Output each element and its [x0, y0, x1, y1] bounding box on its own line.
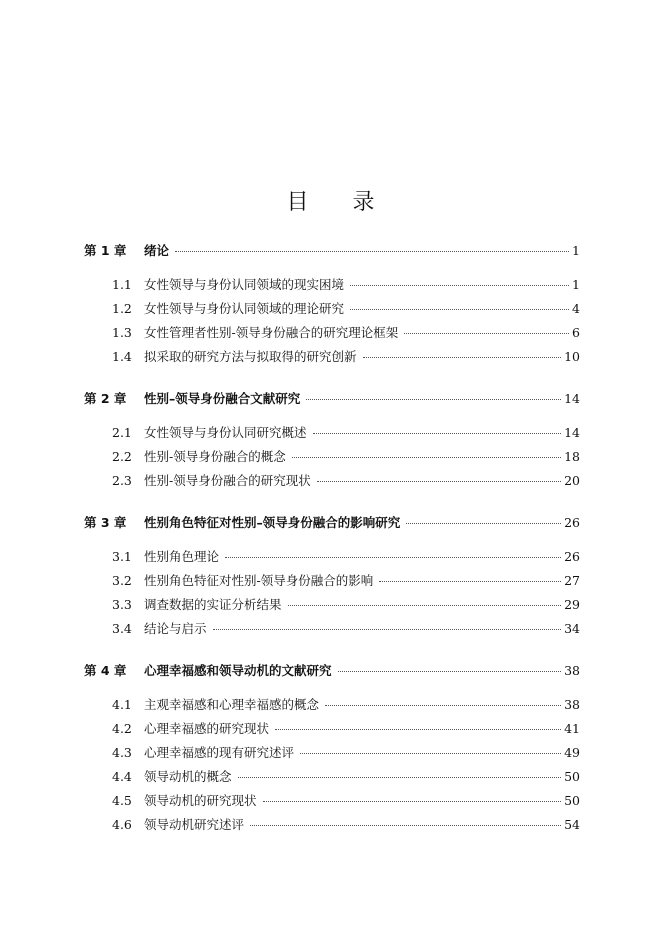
dot-leader — [325, 704, 561, 706]
section-title: 女性管理者性别-领导身份融合的研究理论框架 — [144, 325, 399, 340]
section-number: 1.2 — [112, 300, 132, 316]
page-number: 38 — [564, 696, 580, 712]
page-number: 49 — [564, 744, 580, 760]
page-number: 18 — [564, 448, 580, 464]
chapter-number: 第 4 章 — [84, 663, 127, 678]
toc-section-entry[interactable] — [84, 296, 580, 320]
chapter-number: 第 1 章 — [84, 243, 127, 258]
toc-section-entry[interactable] — [84, 788, 580, 812]
section-title: 女性领导与身份认同研究概述 — [144, 425, 307, 440]
section-number: 4.3 — [112, 744, 132, 760]
dot-leader — [313, 432, 562, 434]
page-number: 50 — [564, 792, 580, 808]
section-title: 性别角色理论 — [144, 549, 220, 564]
section-number: 4.1 — [112, 696, 132, 712]
section-number: 3.2 — [112, 572, 132, 588]
chapter-title: 心理幸福感和领导动机的文献研究 — [144, 663, 332, 678]
section-title: 领导动机的概念 — [144, 769, 232, 784]
toc-chapter-entry[interactable] — [84, 510, 580, 534]
page-number: 20 — [564, 472, 580, 488]
section-title: 领导动机研究述评 — [144, 817, 245, 832]
dot-leader — [406, 522, 561, 524]
chapter-title: 性别角色特征对性别–领导身份融合的影响研究 — [144, 515, 401, 530]
section-number: 3.4 — [112, 620, 132, 636]
page-number: 10 — [564, 348, 580, 364]
page-number: 41 — [564, 720, 580, 736]
section-title: 主观幸福感和心理幸福感的概念 — [144, 697, 320, 712]
page-number: 38 — [564, 662, 580, 678]
section-title: 拟采取的研究方法与拟取得的研究创新 — [144, 349, 357, 364]
toc-section-entry[interactable] — [84, 764, 580, 788]
section-number: 4.2 — [112, 720, 132, 736]
dot-leader — [292, 456, 561, 458]
section-number: 1.1 — [112, 276, 132, 292]
toc-section-entry[interactable] — [84, 544, 580, 568]
page-number: 29 — [564, 596, 580, 612]
dot-leader — [238, 776, 562, 778]
chapter-number: 第 3 章 — [84, 515, 127, 530]
chapter-title: 性别–领导身份融合文献研究 — [144, 391, 301, 406]
toc-section-entry[interactable] — [84, 320, 580, 344]
dot-leader — [213, 628, 562, 630]
dot-leader — [250, 824, 561, 826]
page-number: 14 — [564, 390, 580, 406]
section-number: 4.4 — [112, 768, 132, 784]
page-number: 26 — [564, 548, 580, 564]
section-title: 心理幸福感的现有研究述评 — [144, 745, 295, 760]
section-title: 性别-领导身份融合的概念 — [144, 449, 286, 464]
section-title: 女性领导与身份认同领域的现实困境 — [144, 277, 345, 292]
toc-section-entry[interactable] — [84, 420, 580, 444]
section-number: 2.3 — [112, 472, 132, 488]
toc-chapter-entry[interactable] — [84, 386, 580, 410]
toc-section-entry[interactable] — [84, 272, 580, 296]
dot-leader — [317, 480, 561, 482]
section-number: 3.1 — [112, 548, 132, 564]
section-number: 4.5 — [112, 792, 132, 808]
chapter-number: 第 2 章 — [84, 391, 127, 406]
section-number: 3.3 — [112, 596, 132, 612]
section-title: 调查数据的实证分析结果 — [144, 597, 282, 612]
chapter-title: 绪论 — [144, 243, 170, 258]
dot-leader — [350, 308, 569, 310]
title-char-2: 录 — [352, 190, 375, 215]
page-number: 34 — [564, 620, 580, 636]
toc-section-entry[interactable] — [84, 616, 580, 640]
section-number: 2.1 — [112, 424, 132, 440]
section-number: 4.6 — [112, 816, 132, 832]
section-number: 1.3 — [112, 324, 132, 340]
toc-section-entry[interactable] — [84, 716, 580, 740]
dot-leader — [350, 284, 569, 286]
dot-leader — [338, 670, 562, 672]
dot-leader — [225, 556, 561, 558]
dot-leader — [288, 604, 562, 606]
page-number: 27 — [564, 572, 580, 588]
dot-leader — [275, 728, 561, 730]
toc-section-entry[interactable] — [84, 468, 580, 492]
table-of-contents — [84, 238, 580, 836]
section-number: 2.2 — [112, 448, 132, 464]
toc-section-entry[interactable] — [84, 692, 580, 716]
toc-section-entry[interactable] — [84, 592, 580, 616]
title-char-1: 目 — [286, 190, 309, 215]
section-number: 1.4 — [112, 348, 132, 364]
toc-section-entry[interactable] — [84, 568, 580, 592]
page-number: 1 — [572, 242, 580, 258]
toc-section-entry[interactable] — [84, 444, 580, 468]
page-number: 26 — [564, 514, 580, 530]
toc-section-entry[interactable] — [84, 344, 580, 368]
page-title — [0, 185, 661, 216]
dot-leader — [263, 800, 562, 802]
dot-leader — [175, 250, 569, 252]
page-number: 1 — [572, 276, 580, 292]
section-title: 性别角色特征对性别-领导身份融合的影响 — [144, 573, 374, 588]
page-number: 14 — [564, 424, 580, 440]
toc-section-entry[interactable] — [84, 812, 580, 836]
section-title: 心理幸福感的研究现状 — [144, 721, 270, 736]
section-title: 领导动机的研究现状 — [144, 793, 257, 808]
section-title: 女性领导与身份认同领域的理论研究 — [144, 301, 345, 316]
page-number: 50 — [564, 768, 580, 784]
section-title: 性别-领导身份融合的研究现状 — [144, 473, 311, 488]
dot-leader — [404, 332, 569, 334]
toc-chapter-entry[interactable] — [84, 658, 580, 682]
page-number: 54 — [564, 816, 580, 832]
dot-leader — [300, 752, 561, 754]
dot-leader — [379, 580, 561, 582]
toc-section-entry[interactable] — [84, 740, 580, 764]
page-number: 6 — [572, 324, 580, 340]
page-number: 4 — [572, 300, 580, 316]
dot-leader — [306, 398, 561, 400]
toc-chapter-entry[interactable] — [84, 238, 580, 262]
dot-leader — [363, 356, 562, 358]
section-title: 结论与启示 — [144, 621, 207, 636]
